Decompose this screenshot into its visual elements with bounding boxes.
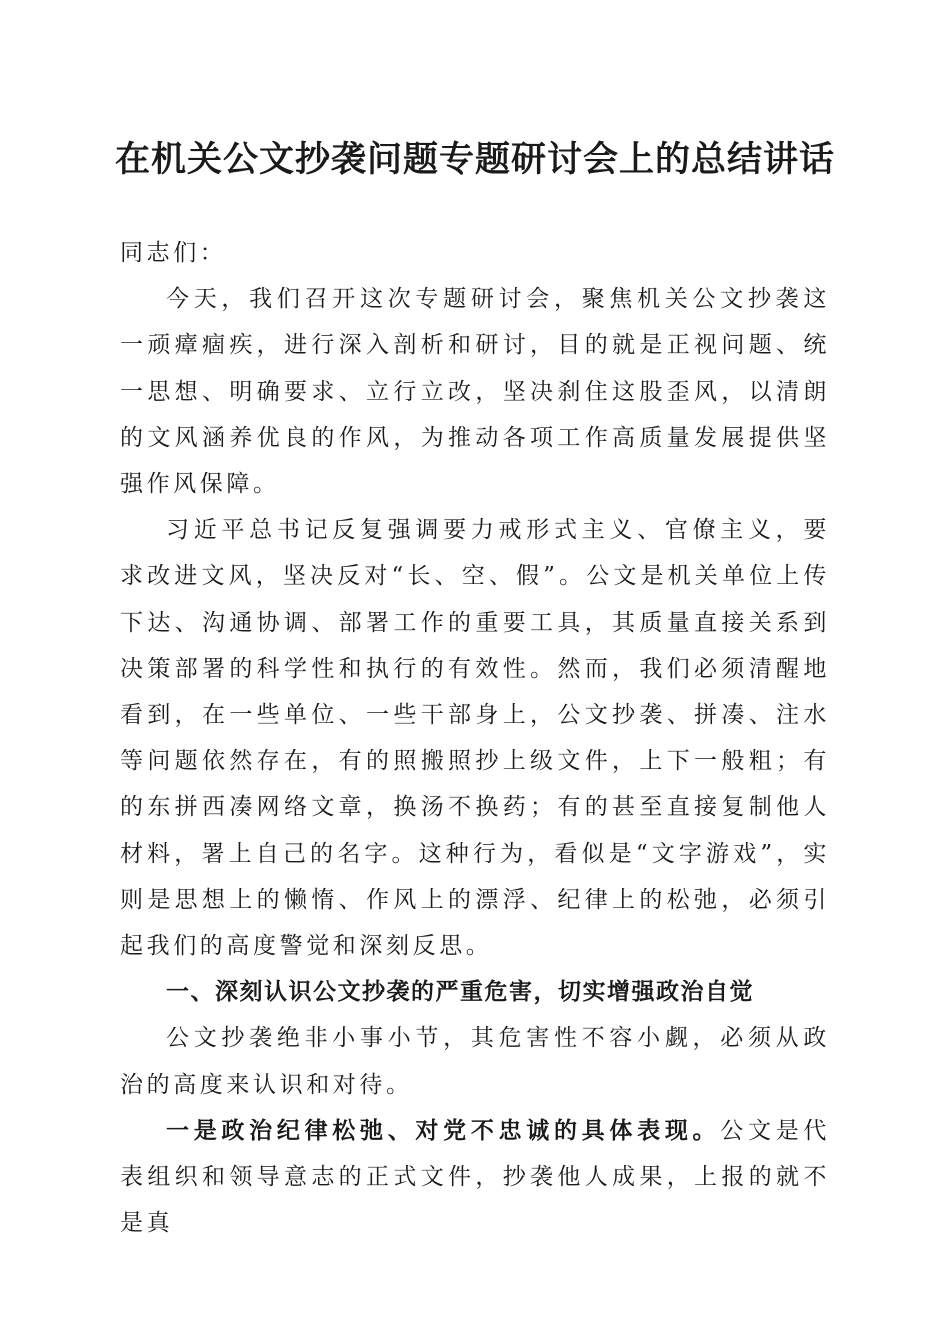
background-paragraph: 习近平总书记反复强调要力戒形式主义、官僚主义，要求改进文风，坚决反对“长、空、假”。公文是机关单位上传下达、沟通协调、部署工作的重要工具，其质量直接关系到决策部署的科学性和执行的有效性。然而，我们必须清醒地看到，在一些单位、一些干部身上，公文抄袭、拼凑、注水等问题依然存在，有的照搬照抄上级文件，上下一般粗；有的东拼西凑网络文章，换汤不换药；有的甚至直接复制他人材料，署上自己的名字。这种行为，看似是“文字游戏”，实则是思想上的懒惰、作风上的漂浮、纪律上的松弛，必须引起我们的高度警觉和深刻反思。: [120, 517, 830, 960]
opening-paragraph: 今天，我们召开这次专题研讨会，聚焦机关公文抄袭这一顽瘴痼疾，进行深入剖析和研讨，目的就是正视问题、统一思想、明确要求、立行立改，坚决刹住这股歪风，以清朗的文风涵养优良的作风，为推动各项工作高质量发展提供坚强作风保障。: [120, 286, 830, 498]
salutation: 同志们：: [120, 240, 227, 266]
point-one-text: 公文是代表组织和领导意志的正式文件，抄袭他人成果，上报的就不是真: [120, 1117, 831, 1237]
point-one-lead: 一是政治纪律松弛、对党不忠诚的具体表现。: [166, 1116, 721, 1144]
document-title: 在机关公文抄袭问题专题研讨会上的总结讲话: [114, 139, 835, 180]
document-body: [120, 230, 830, 1246]
section-heading: 一、深刻认识公文抄袭的严重危害，切实增强政治自觉: [166, 979, 754, 1006]
section-intro-paragraph: 公文抄袭绝非小事小节，其危害性不容小觑，必须从政治的高度来认识和对待。: [120, 1025, 830, 1098]
point-one-paragraph: [120, 1108, 830, 1247]
